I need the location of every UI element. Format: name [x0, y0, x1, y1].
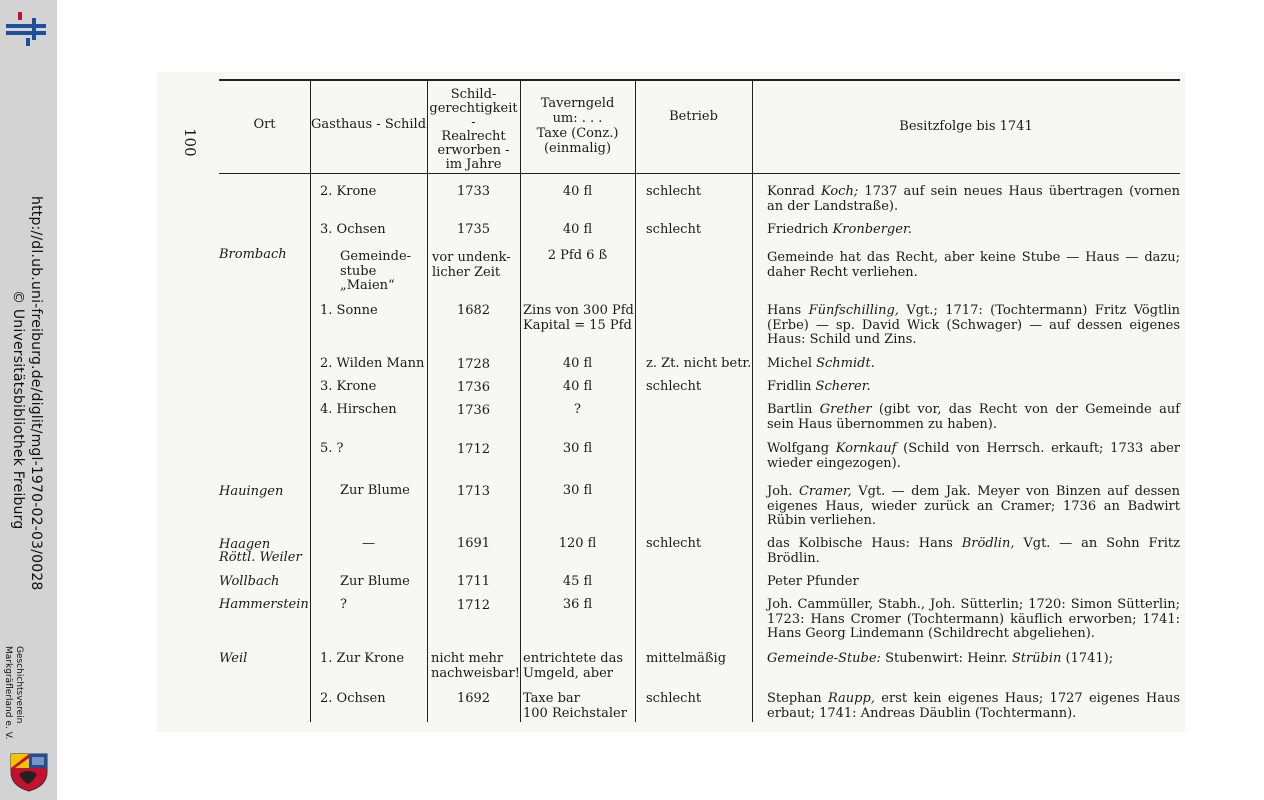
cell-taverngeld: 30 fl	[562, 441, 593, 456]
header-schildgerechtigkeit: Schild- gerechtigkeit - Realrecht erworben - im Jahre	[429, 87, 518, 172]
source-url-link[interactable]: http://dl.ub.uni-freiburg.de/diglit/mgl-1970-02-03/0028	[28, 196, 44, 591]
header-betrieb: Betrieb	[669, 109, 718, 124]
cell-jahr: 1691	[456, 536, 491, 551]
cell-besitzfolge: das Kolbische Haus: Hans Brödlin, Vgt. — an Sohn Fritz Brödlin.	[767, 536, 1180, 566]
cell-taverngeld: ?	[574, 402, 581, 417]
cell-gasthaus: —	[362, 536, 375, 551]
cell-besitzfolge: Peter Pfunder	[767, 574, 859, 589]
page-number: 100	[181, 128, 199, 157]
cell-jahr: 1712	[456, 442, 491, 457]
cell-taverngeld: Taxe bar 100 Reichstaler	[523, 691, 627, 721]
cell-betrieb: schlecht	[646, 184, 702, 199]
society-name-line1: Geschichtsverein	[14, 646, 24, 724]
column-divider	[310, 80, 311, 722]
cell-besitzfolge: Friedrich Kronberger.	[767, 222, 912, 237]
cell-ort: Weil	[219, 651, 248, 666]
cell-taverngeld: entrichtete das Umgeld, aber	[523, 651, 624, 681]
cell-gasthaus: 4. Hirschen	[320, 402, 397, 417]
cell-jahr: 1736	[456, 380, 491, 395]
cell-betrieb: schlecht	[646, 222, 702, 237]
cell-gasthaus: 2. Krone	[320, 184, 377, 199]
cell-taverngeld: Zins von 300 Pfd Kapital = 15 Pfd	[523, 303, 634, 333]
cell-gasthaus: Gemeinde- stube „Maien“	[340, 249, 412, 293]
column-divider	[520, 80, 521, 722]
cell-taverngeld: 40 fl	[562, 356, 593, 371]
cell-jahr: vor undenk- licher Zeit	[432, 250, 511, 280]
cell-taverngeld: 40 fl	[562, 222, 593, 237]
cell-besitzfolge: Stephan Raupp, erst kein eigenes Haus; 1727 eigenes Haus erbaut; 1741: Andreas Däublin (Tochtermann).	[767, 691, 1181, 721]
cell-jahr: 1682	[456, 303, 491, 318]
cell-besitzfolge: Joh. Cramer, Vgt. — dem Jak. Meyer von Binzen auf dessen eigenes Haus, wieder zurück an Cramer; 1736 an Badwirt Rübin verliehen.	[767, 484, 1180, 528]
header-ort: Ort	[253, 117, 276, 132]
cell-gasthaus: 2. Wilden Mann	[320, 356, 425, 371]
header-taverngeld: Taverngeld um: . . . Taxe (Conz.) (einmalig)	[536, 96, 619, 156]
cell-besitzfolge: Hans Fünfschilling, Vgt.; 1717: (Tochtermann) Fritz Vögtlin (Erbe) — sp. David Wick (Schwager) — auf dessen eigenes Haus: Schild und Zins.	[767, 303, 1180, 347]
cell-ort: Haagen Röttl. Weiler	[219, 537, 302, 565]
cell-ort: Brombach	[219, 247, 287, 262]
cell-gasthaus: Zur Blume	[340, 574, 410, 589]
cell-taverngeld: 2 Pfd 6 ß	[547, 248, 608, 263]
cell-besitzfolge: Gemeinde hat das Recht, aber keine Stube — Haus — dazu; daher Recht verliehen.	[767, 250, 1180, 280]
cell-ort: Wollbach	[219, 574, 280, 589]
table-header-rule	[219, 173, 1180, 174]
table-top-rule	[219, 79, 1180, 81]
society-crest-icon	[7, 752, 51, 792]
cell-gasthaus: 2. Ochsen	[320, 691, 386, 706]
ub-freiburg-logo-icon	[6, 10, 50, 50]
cell-taverngeld: 36 fl	[562, 597, 593, 612]
cell-jahr: 1712	[456, 598, 491, 613]
cell-besitzfolge: Michel Schmidt.	[767, 356, 875, 371]
cell-besitzfolge: Joh. Cammüller, Stabh., Joh. Sütterlin; 1720: Simon Sütterlin; 1723: Hans Cromer (Tochtermann) käuflich erworben; 1741: Hans Georg Lindemann (Schildrecht abgeliehen).	[767, 597, 1180, 641]
cell-taverngeld: 40 fl	[562, 184, 593, 199]
cell-besitzfolge: Wolfgang Kornkauf (Schild von Herrsch. erkauft; 1733 aber wieder eingezogen).	[767, 441, 1180, 471]
cell-jahr: 1728	[456, 357, 491, 372]
cell-gasthaus: 1. Zur Krone	[320, 651, 405, 666]
cell-ort: Hauingen	[219, 484, 284, 499]
cell-betrieb: schlecht	[646, 691, 702, 706]
cell-jahr: 1713	[456, 484, 491, 499]
cell-gasthaus: 5. ?	[320, 441, 344, 456]
cell-gasthaus: 3. Ochsen	[320, 222, 386, 237]
column-divider	[427, 80, 428, 722]
cell-betrieb: mittelmäßig	[646, 651, 727, 666]
cell-gasthaus: Zur Blume	[340, 483, 410, 498]
cell-gasthaus: 1. Sonne	[320, 303, 378, 318]
cell-taverngeld: 45 fl	[562, 574, 593, 589]
cell-gasthaus: 3. Krone	[320, 379, 377, 394]
sidebar	[0, 0, 57, 800]
cell-jahr: 1736	[456, 403, 491, 418]
header-besitzfolge: Besitzfolge bis 1741	[899, 119, 1033, 134]
cell-betrieb: schlecht	[646, 536, 702, 551]
cell-taverngeld: 40 fl	[562, 379, 593, 394]
copyright-text: © Universitätsbibliothek Freiburg	[10, 290, 26, 530]
cell-jahr: 1711	[456, 574, 491, 589]
column-divider	[752, 80, 753, 722]
cell-gasthaus: ?	[340, 597, 347, 612]
society-name-line2: Markgräflerland e. V.	[3, 646, 13, 740]
cell-besitzfolge: Gemeinde-Stube: Stubenwirt: Heinr. Strübin (1741);	[767, 651, 1114, 666]
cell-besitzfolge: Konrad Koch; 1737 auf sein neues Haus übertragen (vornen an der Landstraße).	[767, 184, 1180, 214]
cell-jahr: 1733	[456, 184, 491, 199]
cell-jahr: 1735	[456, 222, 491, 237]
cell-jahr: nicht mehr nachweisbar!	[431, 651, 520, 681]
cell-ort: Hammerstein	[219, 597, 309, 612]
cell-besitzfolge: Bartlin Grether (gibt vor, das Recht von der Gemeinde auf sein Haus übernommen zu haben).	[767, 402, 1180, 432]
cell-taverngeld: 30 fl	[562, 483, 593, 498]
cell-betrieb: z. Zt. nicht betr.	[646, 356, 752, 371]
cell-betrieb: schlecht	[646, 379, 702, 394]
cell-taverngeld: 120 fl	[558, 536, 597, 551]
cell-jahr: 1692	[456, 691, 491, 706]
cell-besitzfolge: Fridlin Scherer.	[767, 379, 871, 394]
column-divider	[635, 80, 636, 722]
header-gasthaus: Gasthaus - Schild	[310, 117, 427, 132]
